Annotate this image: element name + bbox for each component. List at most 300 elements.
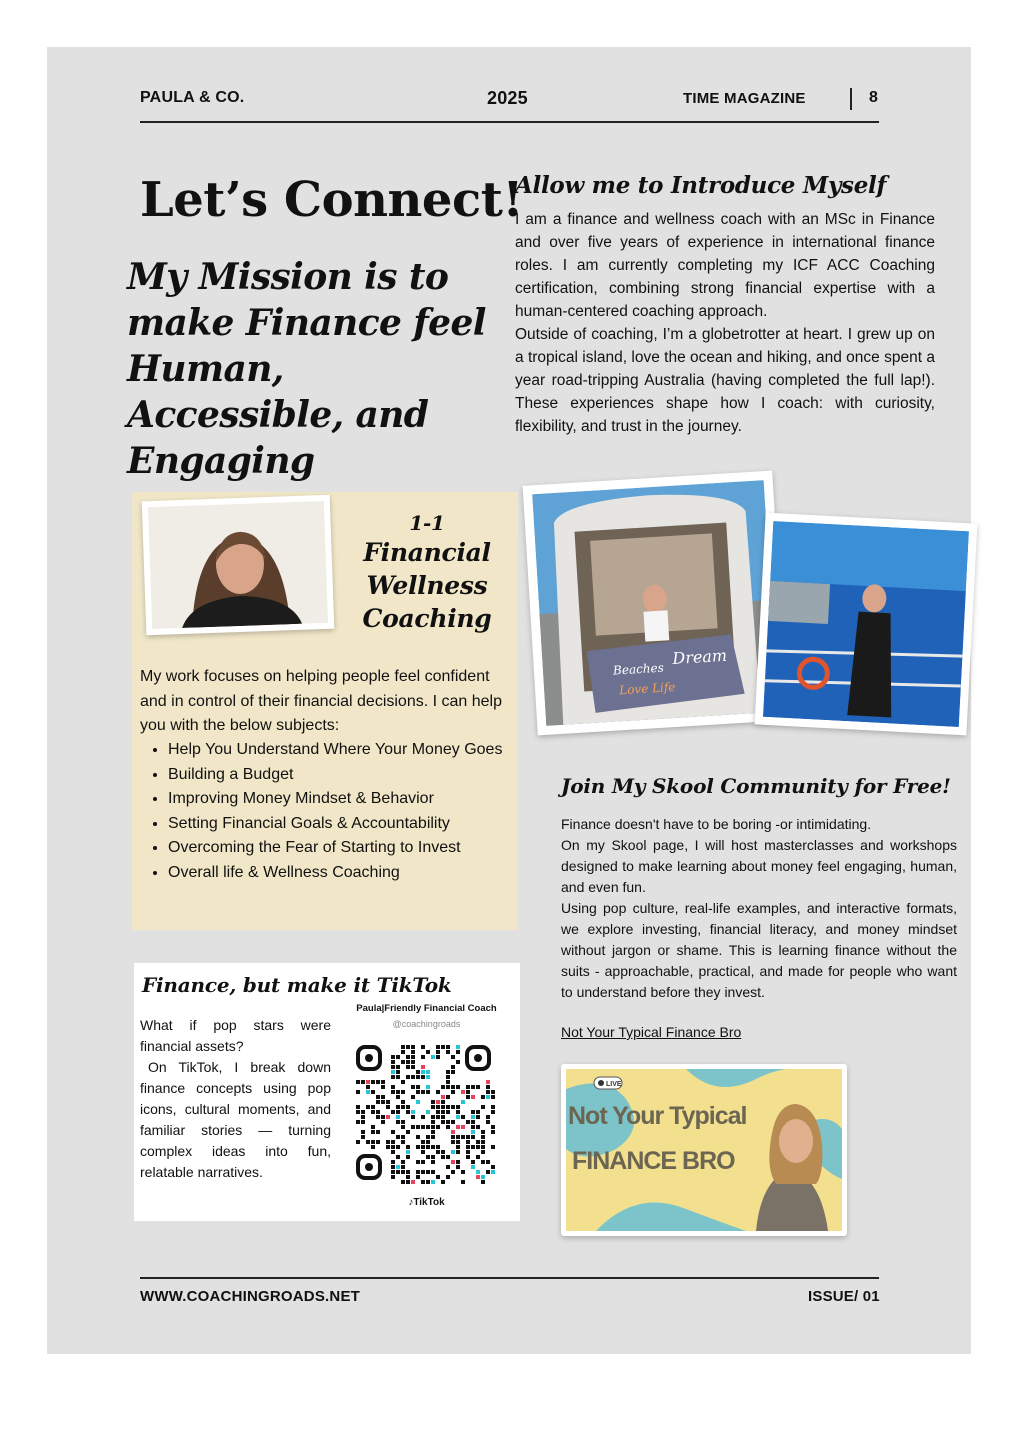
qr-module (466, 1090, 470, 1094)
qr-module (481, 1175, 485, 1179)
qr-module (461, 1100, 465, 1104)
qr-module (421, 1065, 425, 1069)
coaching-title-line: Wellness (366, 571, 488, 600)
tiktok-line-2: On TikTok, I break down finance concepts using pop icons, cultural moments, and familiar stories — turning complex ideas into fun, relatable narratives. (140, 1059, 331, 1180)
qr-module (466, 1095, 470, 1099)
qr-module (471, 1120, 475, 1124)
coaching-subject-list (132, 738, 544, 885)
qr-module (411, 1060, 415, 1064)
skool-paragraph-2: On my Skool page, I will host masterclasses and workshops designed to make learning about money feel engaging, human, and even fun. (561, 837, 957, 895)
qr-module (401, 1060, 405, 1064)
qr-module (411, 1065, 415, 1069)
qr-module (466, 1150, 470, 1154)
qr-module (431, 1135, 435, 1139)
qr-module (436, 1100, 440, 1104)
qr-module (481, 1135, 485, 1139)
qr-module (451, 1070, 455, 1074)
qr-module (436, 1090, 440, 1094)
qr-module (406, 1175, 410, 1179)
qr-module (391, 1140, 395, 1144)
banner-live-label: LIVE (606, 1081, 622, 1088)
qr-module (406, 1150, 410, 1154)
qr-module (436, 1045, 440, 1049)
qr-module (461, 1135, 465, 1139)
qr-module (456, 1045, 460, 1049)
qr-module (371, 1140, 375, 1144)
qr-module (466, 1120, 470, 1124)
qr-module (391, 1055, 395, 1059)
qr-module (371, 1080, 375, 1084)
qr-module (416, 1145, 420, 1149)
qr-module (371, 1110, 375, 1114)
qr-module (366, 1080, 370, 1084)
qr-module (456, 1145, 460, 1149)
qr-module (451, 1055, 455, 1059)
qr-module (411, 1095, 415, 1099)
qr-module (426, 1180, 430, 1184)
qr-module (406, 1130, 410, 1134)
skool-heading: Join My Skool Community for Free! (561, 774, 951, 798)
banner-image (566, 1069, 842, 1231)
qr-module (441, 1115, 445, 1119)
qr-module (451, 1140, 455, 1144)
qr-module (421, 1115, 425, 1119)
qr-module (441, 1120, 445, 1124)
qr-module (361, 1110, 365, 1114)
qr-module (401, 1135, 405, 1139)
qr-module (406, 1065, 410, 1069)
qr-module (411, 1125, 415, 1129)
qr-module (391, 1085, 395, 1089)
qr-module (476, 1140, 480, 1144)
qr-module (391, 1065, 395, 1069)
qr-module (481, 1140, 485, 1144)
qr-module (416, 1090, 420, 1094)
intro-text (515, 208, 935, 438)
qr-handle: @coachingroads (392, 1019, 461, 1029)
qr-module (411, 1085, 415, 1089)
qr-module (411, 1050, 415, 1054)
qr-module (376, 1080, 380, 1084)
qr-module (361, 1120, 365, 1124)
finance-bro-banner[interactable] (561, 1064, 847, 1236)
qr-module (411, 1055, 415, 1059)
qr-module (486, 1115, 490, 1119)
qr-module (421, 1140, 425, 1144)
qr-module (431, 1120, 435, 1124)
qr-module (401, 1160, 405, 1164)
qr-module (416, 1070, 420, 1074)
qr-module (456, 1140, 460, 1144)
qr-module (456, 1050, 460, 1054)
qr-module (406, 1105, 410, 1109)
qr-module (481, 1180, 485, 1184)
qr-module (396, 1070, 400, 1074)
qr-module (451, 1120, 455, 1124)
qr-module (436, 1150, 440, 1154)
page-title: Let’s Connect! (140, 172, 523, 228)
qr-module (426, 1135, 430, 1139)
qr-module (436, 1145, 440, 1149)
qr-module (401, 1165, 405, 1169)
qr-module (421, 1055, 425, 1059)
van-photo-image (532, 480, 778, 726)
qr-title: Paula|Friendly Financial Coach (356, 1003, 497, 1014)
qr-module (461, 1170, 465, 1174)
qr-module (361, 1135, 365, 1139)
skool-text (561, 814, 957, 1003)
qr-finder-marker (465, 1045, 491, 1071)
qr-module (486, 1170, 490, 1174)
qr-module (466, 1140, 470, 1144)
qr-finder-marker (356, 1154, 382, 1180)
qr-module (491, 1165, 495, 1169)
qr-module (401, 1120, 405, 1124)
qr-module (441, 1095, 445, 1099)
qr-module (401, 1090, 405, 1094)
qr-module (376, 1100, 380, 1104)
qr-module (421, 1090, 425, 1094)
qr-module (446, 1085, 450, 1089)
qr-module (396, 1095, 400, 1099)
qr-module (391, 1130, 395, 1134)
qr-module (436, 1050, 440, 1054)
qr-module (416, 1125, 420, 1129)
qr-module (421, 1075, 425, 1079)
qr-module (481, 1160, 485, 1164)
qr-module (376, 1115, 380, 1119)
qr-module (386, 1105, 390, 1109)
qr-module (406, 1055, 410, 1059)
skool-paragraph-3: Using pop culture, real-life examples, and interactive formats, we explore investing, financial literacy, and money mindset without jargon or shame. This is learning finance without the suits - approachable, practical, and made for people who want to understand before they invest. (561, 900, 957, 1000)
qr-module (491, 1170, 495, 1174)
skool-community-link[interactable]: Not Your Typical Finance Bro (561, 1024, 742, 1040)
qr-module (446, 1075, 450, 1079)
qr-module (391, 1145, 395, 1149)
tiktok-text (140, 1015, 331, 1183)
van-text-beaches: Beaches (612, 660, 665, 678)
qr-module (436, 1105, 440, 1109)
qr-module (411, 1075, 415, 1079)
qr-module (456, 1085, 460, 1089)
qr-module (406, 1075, 410, 1079)
qr-module (481, 1145, 485, 1149)
list-item: • Building a Budget (168, 763, 544, 788)
qr-module (421, 1180, 425, 1184)
tiktok-line-1: What if pop stars were financial assets? (140, 1017, 331, 1054)
qr-module (431, 1115, 435, 1119)
qr-module (431, 1145, 435, 1149)
van-photo (523, 471, 788, 736)
qr-module (451, 1085, 455, 1089)
qr-module (416, 1075, 420, 1079)
qr-module (401, 1105, 405, 1109)
list-item: • Overcoming the Fear of Starting to Invest (168, 836, 544, 861)
qr-module (441, 1180, 445, 1184)
qr-module (426, 1110, 430, 1114)
intro-paragraph-2: Outside of coaching, I’m a globetrotter at heart. I grew up on a tropical island, love the ocean and hiking, and once spent a year road-tripping Australia (having completed the full lap!). These experiences shape how I coach: with curiosity, flexibility, and trust in the journey. (515, 326, 935, 435)
qr-module (491, 1110, 495, 1114)
tiktok-qr-code[interactable] (356, 1045, 496, 1185)
qr-module (356, 1110, 360, 1114)
qr-module (401, 1170, 405, 1174)
tiktok-note-icon: ♪ (408, 1197, 414, 1208)
qr-module (446, 1045, 450, 1049)
qr-module (391, 1090, 395, 1094)
qr-module (406, 1155, 410, 1159)
banner-line-2: FINANCE BRO (572, 1147, 735, 1175)
qr-module (446, 1155, 450, 1159)
coaching-section (132, 492, 518, 930)
qr-module (401, 1180, 405, 1184)
qr-module (386, 1145, 390, 1149)
qr-module (411, 1180, 415, 1184)
qr-module (396, 1170, 400, 1174)
qr-module (381, 1100, 385, 1104)
qr-module (361, 1130, 365, 1134)
qr-module (456, 1160, 460, 1164)
qr-module (376, 1130, 380, 1134)
qr-module (461, 1125, 465, 1129)
qr-module (391, 1165, 395, 1169)
qr-module (381, 1080, 385, 1084)
coaching-title-line: Coaching (362, 604, 492, 633)
qr-module (486, 1160, 490, 1164)
qr-module (476, 1110, 480, 1114)
list-item: • Overall life & Wellness Coaching (168, 861, 544, 886)
qr-module (396, 1075, 400, 1079)
qr-module (381, 1095, 385, 1099)
qr-module (436, 1125, 440, 1129)
tiktok-heading: Finance, but make it TikTok (142, 973, 452, 997)
qr-module (446, 1175, 450, 1179)
qr-module (466, 1145, 470, 1149)
qr-module (396, 1120, 400, 1124)
qr-module (426, 1140, 430, 1144)
qr-module (471, 1135, 475, 1139)
qr-module (411, 1110, 415, 1114)
qr-module (471, 1130, 475, 1134)
qr-module (486, 1090, 490, 1094)
qr-module (381, 1085, 385, 1089)
qr-module (471, 1125, 475, 1129)
qr-module (406, 1170, 410, 1174)
qr-module (451, 1130, 455, 1134)
qr-module (476, 1125, 480, 1129)
banner-line-1: Not Your Typical (568, 1102, 747, 1130)
qr-module (476, 1170, 480, 1174)
qr-module (426, 1125, 430, 1129)
qr-module (426, 1050, 430, 1054)
qr-module (371, 1105, 375, 1109)
van-text-lovelife: Love Life (618, 679, 676, 698)
qr-module (466, 1135, 470, 1139)
qr-module (396, 1155, 400, 1159)
qr-module (421, 1145, 425, 1149)
qr-module (426, 1145, 430, 1149)
qr-module (421, 1045, 425, 1049)
qr-module (421, 1070, 425, 1074)
qr-module (471, 1165, 475, 1169)
qr-module (451, 1160, 455, 1164)
qr-module (456, 1115, 460, 1119)
qr-module (476, 1155, 480, 1159)
qr-module (471, 1095, 475, 1099)
qr-module (416, 1160, 420, 1164)
coaching-description: My work focuses on helping people feel confident and in control of their financial decisions. I can help you with the below subjects: (140, 668, 502, 734)
qr-module (431, 1160, 435, 1164)
list-item: • Help You Understand Where Your Money Goes (168, 738, 544, 763)
qr-module (371, 1130, 375, 1134)
qr-module (441, 1085, 445, 1089)
qr-module (481, 1150, 485, 1154)
qr-module (446, 1070, 450, 1074)
qr-module (391, 1170, 395, 1174)
qr-module (461, 1090, 465, 1094)
qr-module (481, 1095, 485, 1099)
qr-module (356, 1105, 360, 1109)
qr-module (356, 1090, 360, 1094)
qr-module (401, 1050, 405, 1054)
qr-module (406, 1060, 410, 1064)
tiktok-brand-label: TikTok (413, 1197, 445, 1208)
qr-module (446, 1125, 450, 1129)
qr-module (391, 1150, 395, 1154)
list-item: • Improving Money Mindset & Behavior (168, 787, 544, 812)
qr-module (406, 1180, 410, 1184)
qr-module (476, 1085, 480, 1089)
qr-module (436, 1055, 440, 1059)
ocean-photo (755, 513, 978, 736)
qr-module (426, 1085, 430, 1089)
qr-module (456, 1105, 460, 1109)
qr-module (416, 1100, 420, 1104)
qr-module (466, 1155, 470, 1159)
qr-module (426, 1090, 430, 1094)
qr-module (441, 1155, 445, 1159)
qr-module (396, 1115, 400, 1119)
qr-module (456, 1135, 460, 1139)
footer-rule (140, 1277, 879, 1279)
coaching-title-line: Financial (363, 538, 491, 567)
qr-module (396, 1105, 400, 1109)
qr-module (396, 1055, 400, 1059)
qr-module (451, 1150, 455, 1154)
qr-module (436, 1115, 440, 1119)
qr-module (436, 1175, 440, 1179)
qr-module (476, 1175, 480, 1179)
qr-module (426, 1170, 430, 1174)
qr-module (411, 1115, 415, 1119)
header-rule (140, 121, 879, 123)
tiktok-logo (404, 1197, 449, 1208)
qr-module (391, 1070, 395, 1074)
qr-module (381, 1115, 385, 1119)
qr-module (456, 1125, 460, 1129)
qr-module (456, 1150, 460, 1154)
qr-module (401, 1080, 405, 1084)
qr-module (491, 1105, 495, 1109)
qr-module (416, 1135, 420, 1139)
qr-module (471, 1145, 475, 1149)
brand-name: PAULA & CO. (140, 89, 245, 106)
qr-module (396, 1090, 400, 1094)
qr-module (416, 1170, 420, 1174)
qr-module (386, 1140, 390, 1144)
qr-module (401, 1125, 405, 1129)
mission-statement: My Mission is to make Finance feel Human, Accessible, and Engaging (127, 256, 486, 482)
qr-module (471, 1085, 475, 1089)
qr-module (406, 1045, 410, 1049)
qr-module (401, 1045, 405, 1049)
qr-module (436, 1110, 440, 1114)
qr-module (431, 1100, 435, 1104)
qr-module (471, 1110, 475, 1114)
qr-module (396, 1135, 400, 1139)
qr-module (366, 1090, 370, 1094)
qr-module (451, 1135, 455, 1139)
qr-module (466, 1085, 470, 1089)
qr-module (366, 1085, 370, 1089)
qr-module (456, 1165, 460, 1169)
qr-module (406, 1145, 410, 1149)
qr-module (391, 1075, 395, 1079)
magazine-name: TIME MAGAZINE (683, 90, 806, 107)
qr-module (391, 1110, 395, 1114)
qr-module (396, 1145, 400, 1149)
qr-module (356, 1120, 360, 1124)
qr-module (381, 1120, 385, 1124)
qr-module (376, 1110, 380, 1114)
qr-module (491, 1095, 495, 1099)
qr-module (366, 1105, 370, 1109)
qr-module (426, 1075, 430, 1079)
qr-module (441, 1105, 445, 1109)
qr-module (491, 1130, 495, 1134)
qr-module (471, 1160, 475, 1164)
qr-module (441, 1100, 445, 1104)
qr-module (431, 1170, 435, 1174)
qr-module (401, 1140, 405, 1144)
qr-module (356, 1080, 360, 1084)
page-number: 8 (869, 89, 879, 106)
qr-module (456, 1110, 460, 1114)
qr-module (421, 1125, 425, 1129)
coaching-title-line: 1-1 (409, 511, 445, 535)
qr-module (451, 1105, 455, 1109)
qr-module (386, 1100, 390, 1104)
qr-module (391, 1060, 395, 1064)
qr-module (406, 1110, 410, 1114)
qr-finder-marker (356, 1045, 382, 1071)
qr-module (486, 1095, 490, 1099)
qr-module (386, 1115, 390, 1119)
qr-module (441, 1150, 445, 1154)
coach-portrait (142, 495, 335, 635)
qr-module (376, 1140, 380, 1144)
coaching-title (350, 510, 504, 635)
qr-module (371, 1090, 375, 1094)
qr-module (426, 1070, 430, 1074)
qr-module (376, 1095, 380, 1099)
list-item: • Setting Financial Goals & Accountability (168, 812, 544, 837)
website-link[interactable]: WWW.COACHINGROADS.NET (140, 1288, 361, 1305)
qr-module (446, 1080, 450, 1084)
qr-module (486, 1120, 490, 1124)
qr-module (416, 1175, 420, 1179)
qr-module (491, 1090, 495, 1094)
qr-module (366, 1140, 370, 1144)
